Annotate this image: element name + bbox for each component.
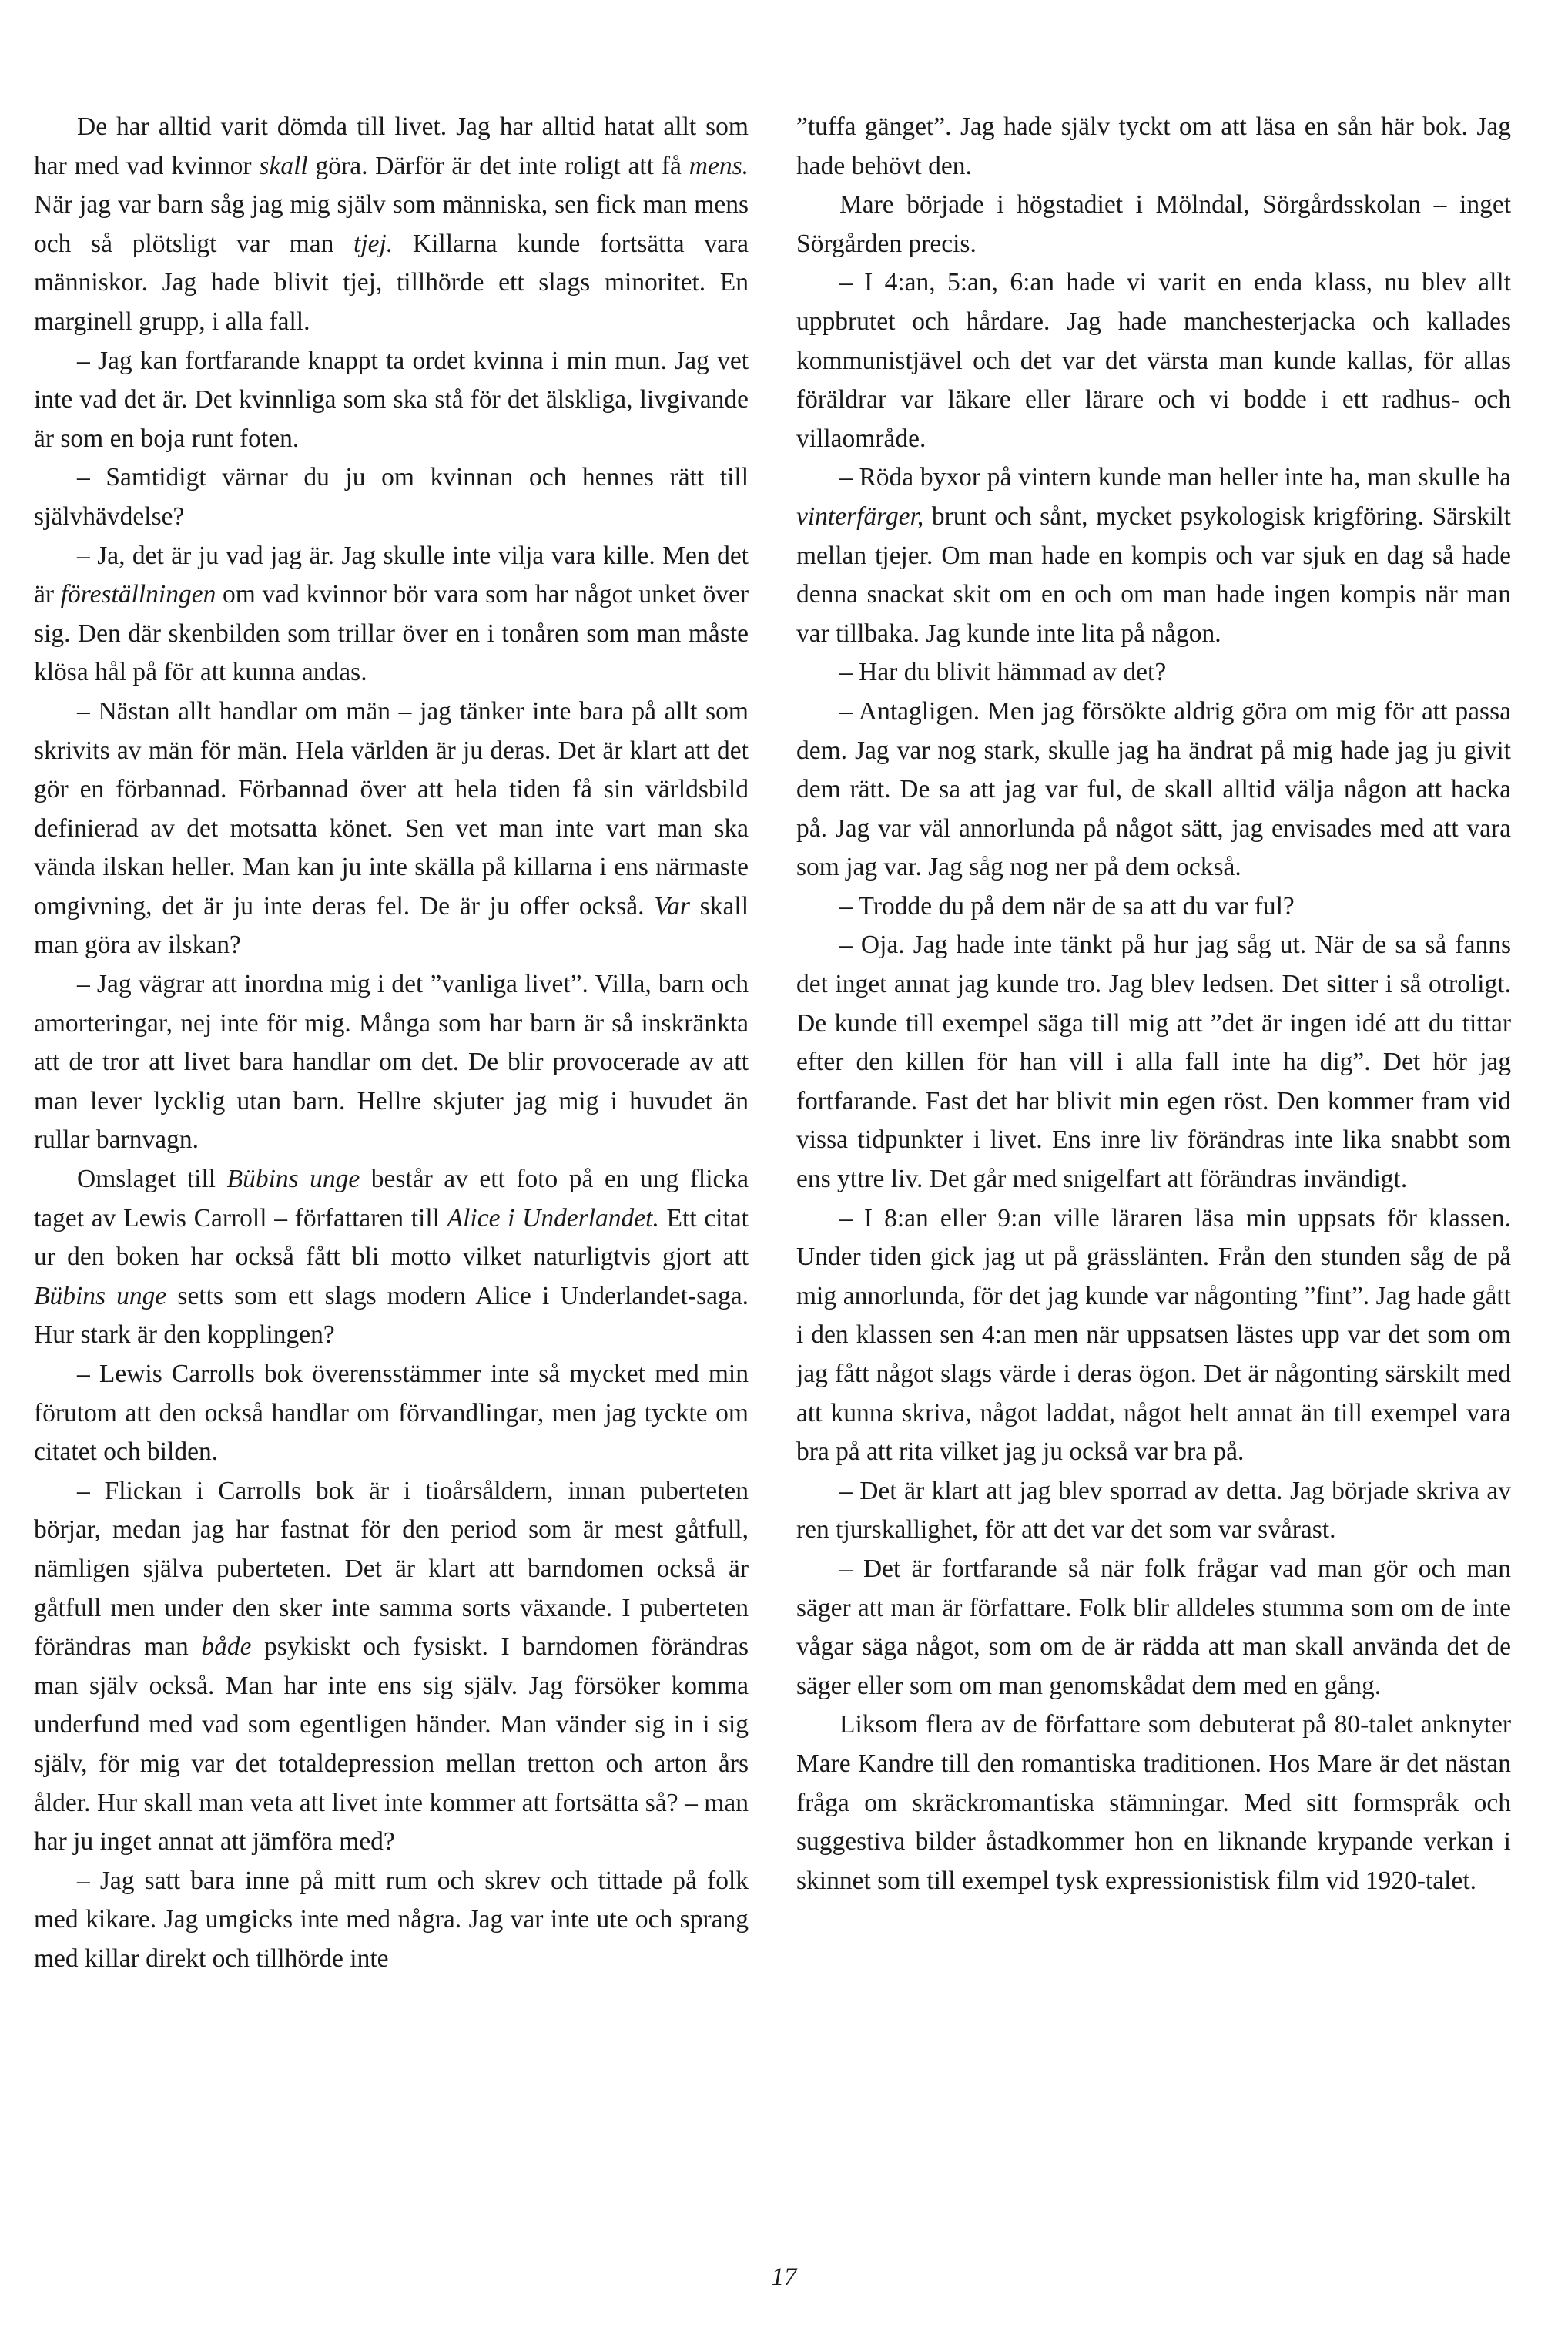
paragraph <box>796 926 1511 1199</box>
paragraph <box>34 1472 749 1862</box>
text-run: brunt och sånt, mycket psykologisk krigföring. Särskilt mellan tjejer. Om man hade en kompis och var sjuk en dag så hade denna snackat skit om en och om man hade ingen kompis när man var tillbaka. Jag kunde inte lita på någon. <box>796 501 1511 648</box>
text-run: – Lewis Carrolls bok överensstämmer inte så mycket med min förutom att den också handlar om förvandlingar, men jag tyckte om citatet och bilden. <box>34 1360 749 1467</box>
italic-text: både <box>201 1632 252 1662</box>
paragraph <box>34 458 749 536</box>
text-run: göra. Därför är det inte roligt att få <box>307 151 689 180</box>
text-run: Mare började i högstadiet i Mölndal, Sörgårdsskolan – inget Sörgården precis. <box>796 190 1511 258</box>
paragraph <box>796 263 1511 458</box>
text-run: skall man göra av ilskan? <box>34 891 749 960</box>
paragraph <box>796 1199 1511 1472</box>
text-run: ”tuffa gänget”. Jag hade själv tyckt om att läsa en sån här bok. Jag hade behövt den. <box>796 112 1511 180</box>
paragraph <box>796 887 1511 927</box>
paragraph <box>34 965 749 1160</box>
italic-text: Bübins unge <box>226 1165 360 1194</box>
page-number: 17 <box>771 2263 797 2291</box>
text-run: – Nästan allt handlar om män – jag tänker inte bara på allt som skrivits av män för män. Hela världen är ju deras. Det är klart att det gör en förbannad. Förbannad över att hela tiden få sin världsbild definierad av det motsatta könet. Sen vet man inte vart man ska vända ilskan heller. Man kan ju inte skälla på killarna i ens närmaste omgivning, det är ju inte deras fel. De är ju offer också. <box>34 696 749 921</box>
text-run: – Ja, det är ju vad jag är. Jag skulle inte vilja vara kille. Men det är <box>34 541 749 609</box>
text-run: – Antagligen. Men jag försökte aldrig göra om mig för att passa dem. Jag var nog stark, skulle jag ha ändrat på mig hade jag ju givit dem rätt. De sa att jag var ful, de skall alltid välja någon att hacka på. Jag var väl annorlunda på något sätt, jag envisades med att vara som jag var. Jag såg nog ner på dem också. <box>796 696 1511 882</box>
text-run: – I 8:an eller 9:an ville läraren läsa min uppsats för klassen. Under tiden gick jag ut på grässlänten. Från den stunden såg de på mig annorlunda, för det jag kunde var någonting ”fint”. Jag hade gått i den klassen sen 4:an men när uppsatsen lästes upp var det som om jag fått något slags värde i deras ögon. Det är någonting särskilt med att kunna skriva, något laddat, något helt annat än till exempel vara bra på att rita vilket jag ju också var bra på. <box>796 1203 1511 1467</box>
paragraph <box>34 693 749 965</box>
text-run: – Jag kan fortfarande knappt ta ordet kvinna i min mun. Jag vet inte vad det är. Det kvinnliga som ska stå för det älskliga, livgivande är som en boja runt foten. <box>34 346 749 453</box>
paragraph <box>34 1355 749 1472</box>
paragraph <box>796 653 1511 693</box>
text-run: – Har du blivit hämmad av det? <box>839 658 1167 687</box>
italic-text: mens. <box>689 151 749 180</box>
paragraph <box>796 458 1511 653</box>
paragraph <box>796 1706 1511 1900</box>
text-run: består av ett foto på en ung flicka taget av Lewis Carroll – författaren till <box>34 1165 749 1233</box>
paragraph <box>796 693 1511 887</box>
paragraph <box>796 186 1511 263</box>
paragraph <box>34 1862 749 1979</box>
text-run: – Trodde du på dem när de sa att du var ful? <box>839 891 1295 921</box>
paragraph <box>34 108 749 342</box>
right-text-column <box>796 108 1511 1900</box>
text-run: Omslaget till <box>77 1165 227 1194</box>
italic-text: skall <box>259 151 308 180</box>
text-run: – Samtidigt värnar du ju om kvinnan och hennes rätt till självhävdelse? <box>34 463 749 531</box>
paragraph <box>796 1550 1511 1706</box>
text-run: Killarna kunde fortsätta vara människor. Jag hade blivit tjej, tillhörde ett slags minoritet. En marginell grupp, i alla fall. <box>34 229 749 336</box>
left-text-column <box>34 108 749 1979</box>
paragraph <box>796 1472 1511 1550</box>
text-run: – Det är fortfarande så när folk frågar vad man gör och man säger att man är författare. Folk blir alldeles stumma som om de inte vågar säga något, som om de är rädda att man skall använda det de säger eller som om man genomskådat dem med en gång. <box>796 1554 1511 1700</box>
text-run: – Jag vägrar att inordna mig i det ”vanliga livet”. Villa, barn och amorteringar, nej inte för mig. Många som har barn är så inskränkta att de tror att livet bara handlar om det. De blir provocerade av att man lever lycklig utan barn. Hellre skjuter jag mig i huvudet än rullar barnvagn. <box>34 970 749 1155</box>
text-run: – Jag satt bara inne på mitt rum och skrev och tittade på folk med kikare. Jag umgicks inte med några. Jag var inte ute och sprang med killar direkt och tillhörde inte <box>34 1866 749 1973</box>
italic-text: föreställningen <box>60 580 216 609</box>
paragraph <box>34 1160 749 1355</box>
text-run: – Det är klart att jag blev sporrad av detta. Jag började skriva av ren tjurskallighet, för att det var det som var svårast. <box>796 1476 1511 1545</box>
text-run: – I 4:an, 5:an, 6:an hade vi varit en enda klass, nu blev allt uppbrutet och hårdare. Jag hade manchesterjacka och kallades kommunistjävel och det var det värsta man kunde kallas, för allas föräldrar var läkare eller lärare och vi bodde i ett radhus- och villaområde. <box>796 268 1511 453</box>
italic-text: Alice i Underlandet. <box>447 1203 659 1233</box>
text-run: De har alltid varit dömda till livet. Jag har alltid hatat allt som har med vad kvinnor <box>34 112 749 180</box>
paragraph <box>34 342 749 459</box>
text-run: – Röda byxor på vintern kunde man heller inte ha, man skulle ha <box>839 463 1511 492</box>
text-run: om vad kvinnor bör vara som har något unket över sig. Den där skenbilden som trillar över en i tonåren som man måste klösa hål på för att kunna andas. <box>34 580 749 687</box>
text-run: psykiskt och fysiskt. I barndomen förändras man själv också. Man har inte ens sig själv. Jag försöker komma underfund med vad som egentligen händer. Man vänder sig in i sig själv, för mig var det totaldepression mellan tretton och arton års ålder. Hur skall man veta att livet inte kommer att fortsätta så? – man har ju inget annat att jämföra med? <box>34 1632 749 1857</box>
text-run: setts som ett slags modern Alice i Underlandet-saga. Hur stark är den kopplingen? <box>34 1281 749 1350</box>
text-run: Ett citat ur den boken har också fått bli motto vilket naturligtvis gjort att <box>34 1203 749 1272</box>
text-run: – Flickan i Carrolls bok är i tioårsåldern, innan puberteten börjar, medan jag har fastnat för den period som är mest gåtfull, nämligen själva puberteten. Det är klart att barndomen också är gåtfull men under den sker inte samma sorts växande. I puberteten förändras man <box>34 1476 749 1662</box>
italic-text: tjej. <box>353 229 394 258</box>
text-run: – Oja. Jag hade inte tänkt på hur jag såg ut. När de sa så fanns det inget annat jag kunde tro. Jag blev ledsen. Det sitter i så otroligt. De kunde till exempel säga till mig att ”det är ingen idé att du tittar efter den killen för han vill i alla fall inte ha dig”. Det hör jag fortfarande. Fast det har blivit min egen röst. Den kommer fram vid vissa tidpunkter i livet. Ens inre liv förändras inte lika snabbt som ens yttre liv. Det går med snigelfart att förändras invändigt. <box>796 931 1511 1194</box>
italic-text: Var <box>654 891 690 921</box>
italic-text: vinterfärger, <box>796 501 924 531</box>
italic-text: Bübins unge <box>34 1281 167 1310</box>
text-run: Liksom flera av de författare som debuterat på 80-talet anknyter Mare Kandre till den romantiska traditionen. Hos Mare är det nästan fråga om skräckromantiska stämningar. Med sitt formspråk och suggestiva bilder åstadkommer hon en liknande krypande verkan i skinnet som till exempel tysk expressionistisk film vid 1920-talet. <box>796 1710 1511 1895</box>
paragraph <box>796 108 1511 186</box>
text-run: När jag var barn såg jag mig själv som människa, sen fick man mens och så plötsligt var man <box>34 190 749 258</box>
paragraph <box>34 537 749 693</box>
